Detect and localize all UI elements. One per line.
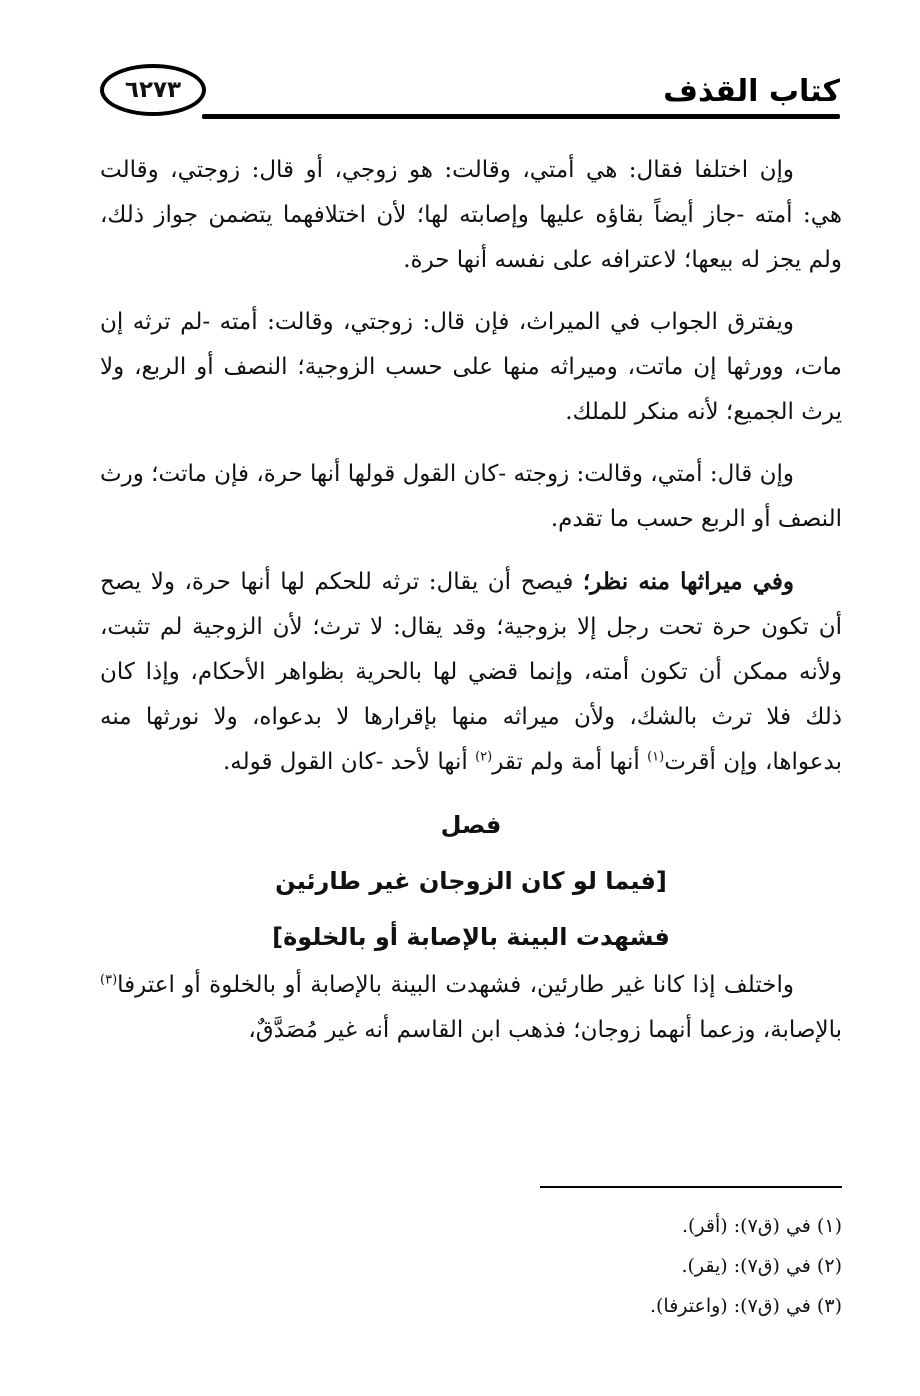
section-subtitle: فشهدت البينة بالإصابة أو بالخلوة] bbox=[272, 923, 670, 951]
footnote: (٣) في (ق٧): (واعترفا). bbox=[649, 1295, 842, 1317]
section-subtitle: [فيما لو كان الزوجان غير طارئين bbox=[275, 867, 667, 895]
paragraph-text: فيصح أن يقال: ترثه للحكم لها أنها حرة، ولا يصح أن تكون حرة تحت رجل إلا بزوجية؛ وقد يقال: لا ترث؛ لأن الزوجية لم تثبت، ولأنه ممكن أن تكون أمته، وإنما قضي لها بالحرية بظواهر الأحكام، وإذا كان ذلك فلا ترث بالشك، ولأن ميراثه منها بإقرارها لا بدعواه، ولا نورثها منه بدعواها، وإن أقرت bbox=[100, 569, 842, 775]
page-number-badge bbox=[100, 64, 206, 116]
paragraph-text: واختلف إذا كانا غير طارئين، فشهدت البينة بالإصابة أو بالخلوة أو اعترفا bbox=[117, 972, 794, 998]
paragraph bbox=[100, 963, 842, 1053]
paragraph: ويفترق الجواب في الميراث، فإن قال: زوجتي، وقالت: أمته -لم ترثه إن مات، وورثها إن ماتت، وميراثه منها على حسب الزوجية؛ النصف أو الربع، ولا يرث الجميع؛ لأنه منكر للملك. bbox=[100, 309, 842, 425]
page-header bbox=[92, 62, 840, 126]
paragraph-text: أنها أمة ولم تقر bbox=[492, 749, 648, 775]
paragraph-text: أنها لأحد -كان القول قوله. bbox=[222, 749, 476, 775]
header-rule bbox=[202, 114, 840, 119]
book-title: كتاب القذف bbox=[663, 74, 840, 109]
paragraph-text: بالإصابة، وزعما أنهما زوجان؛ فذهب ابن القاسم أنه غير مُصَدَّقٌ، bbox=[248, 1017, 842, 1043]
footnote-ref[interactable]: (٣) bbox=[100, 972, 118, 988]
paragraph-lead: وفي ميراثها منه نظر؛ bbox=[582, 568, 794, 595]
footnote-ref[interactable]: (١) bbox=[647, 749, 665, 765]
footnote-ref[interactable]: (٢) bbox=[475, 749, 493, 765]
footnotes bbox=[242, 1206, 842, 1326]
footnote: (٢) في (ق٧): (يقر). bbox=[681, 1255, 842, 1277]
page-number: ٦٢٧٣ bbox=[124, 77, 182, 103]
main-text bbox=[100, 148, 842, 1053]
paragraph bbox=[100, 559, 842, 785]
section-title: فصل bbox=[440, 811, 502, 839]
footnote: (١) في (ق٧): (أقر). bbox=[681, 1215, 842, 1237]
paragraph: وإن قال: أمتي، وقالت: زوجته -كان القول قولها أنها حرة، فإن ماتت؛ ورث النصف أو الربع حسب ما تقدم. bbox=[100, 461, 842, 532]
footnote-separator bbox=[540, 1186, 842, 1188]
paragraph: وإن اختلفا فقال: هي أمتي، وقالت: هو زوجي، أو قال: زوجتي، وقالت هي: أمته -جاز أيضاً بقاؤه عليها وإصابته لها؛ لأن اختلافهما يتضمن جواز ذلك، ولم يجز له بيعها؛ لاعترافه على نفسه أنها حرة. bbox=[100, 157, 842, 273]
